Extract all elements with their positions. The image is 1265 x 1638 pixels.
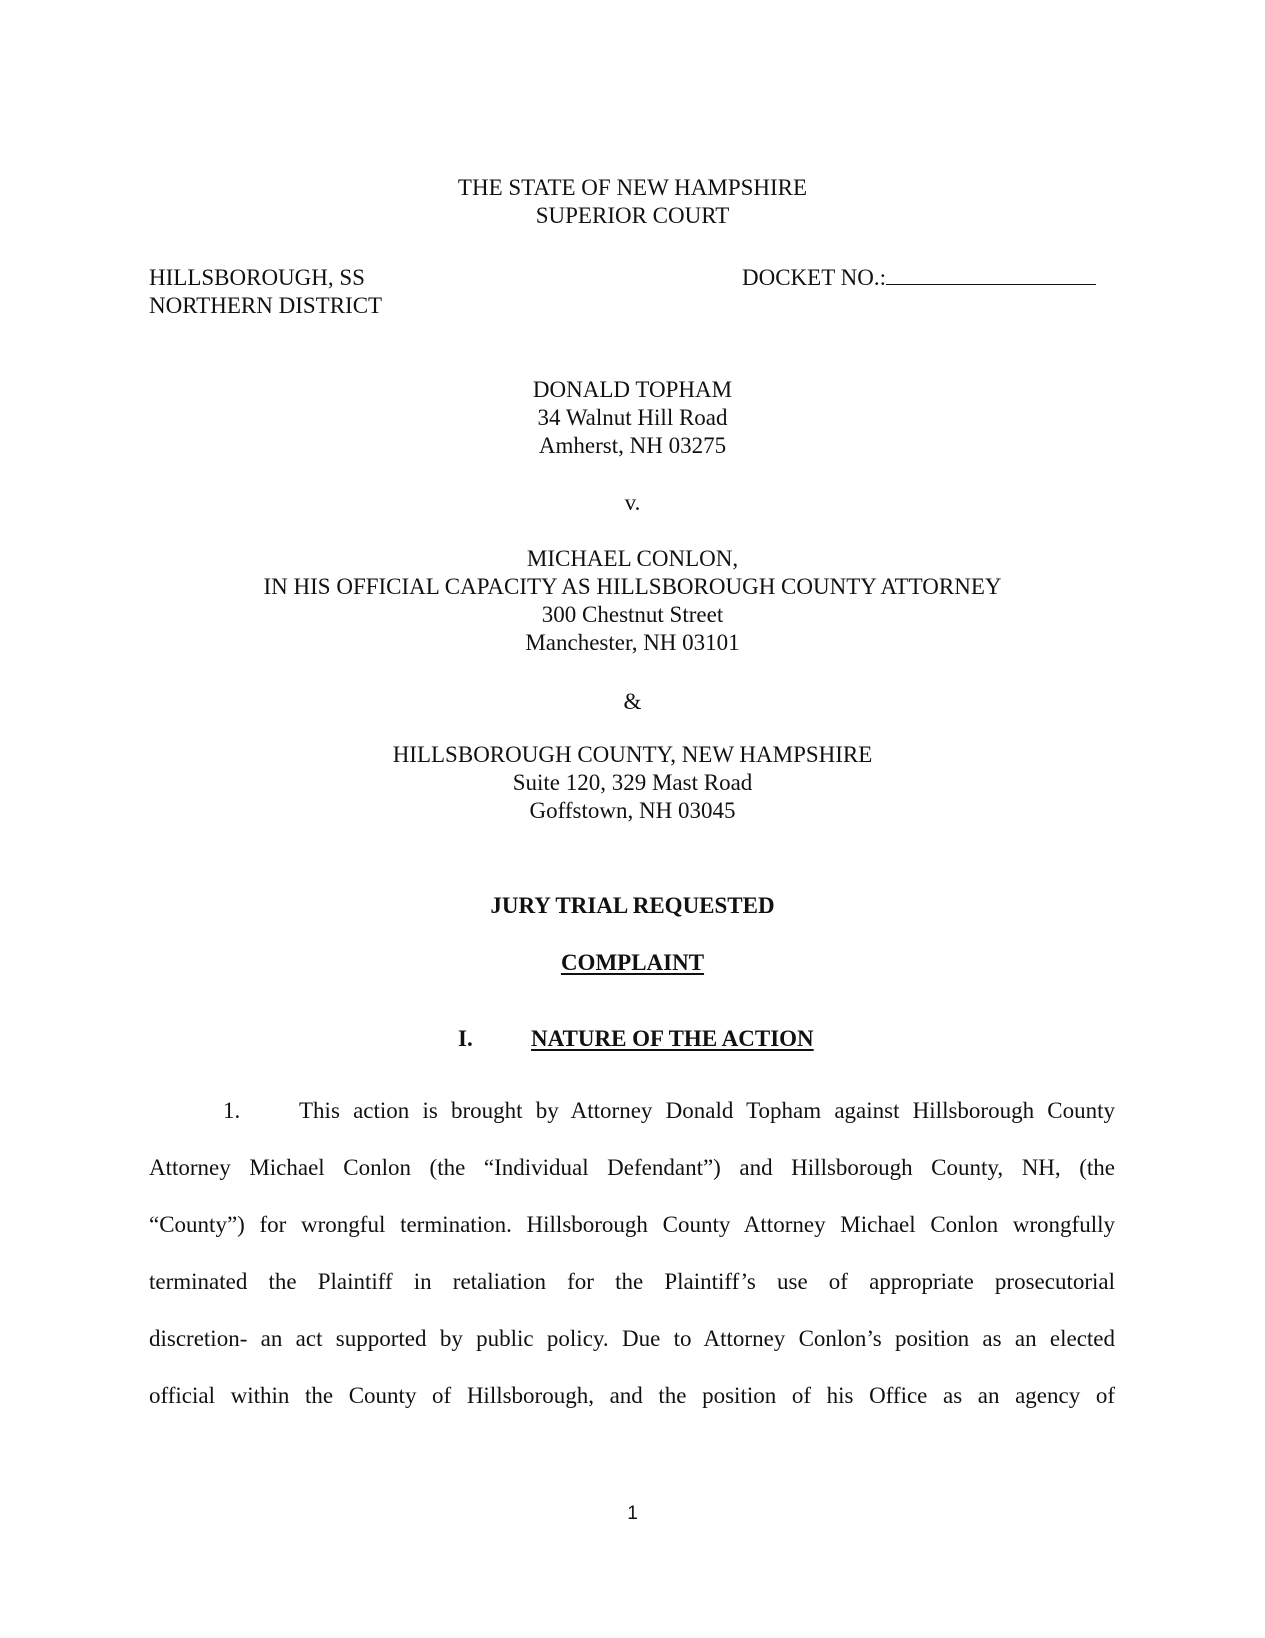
paragraph-line: official within the County of Hillsborough, and the position of his Office as an agency of: [149, 1383, 1115, 1408]
defendant2-address-line1: Suite 120, 329 Mast Road: [512, 770, 753, 795]
defendant2-address-line2: Goffstown, NH 03045: [529, 798, 736, 823]
docket-label: DOCKET NO.:: [742, 265, 886, 290]
paragraph-line: discretion- an act supported by public policy. Due to Attorney Conlon’s position as an elected: [149, 1326, 1115, 1351]
page-number: 1: [627, 1503, 638, 1524]
county-label: HILLSBOROUGH, SS: [149, 265, 365, 290]
paragraph-line: “County”) for wrongful termination. Hillsborough County Attorney Michael Conlon wrongfully: [149, 1212, 1115, 1237]
court-caption: [0, 174, 1265, 230]
paragraph-first-line: [149, 1082, 1115, 1139]
plaintiff-name: DONALD TOPHAM: [532, 377, 733, 402]
ampersand-label: &: [623, 689, 642, 714]
venue-block: [149, 264, 382, 320]
paragraph-1: [149, 1082, 1115, 1424]
state-heading: THE STATE OF NEW HAMPSHIRE: [457, 175, 808, 200]
complaint-title-wrap: [0, 949, 1265, 977]
paragraph-line: terminated the Plaintiff in retaliation for the Plaintiff’s use of appropriate prosecutorial: [149, 1269, 1115, 1294]
plaintiff-address-line1: 34 Walnut Hill Road: [537, 405, 728, 430]
defendant1-address-line1: 300 Chestnut Street: [541, 602, 724, 627]
court-heading: SUPERIOR COURT: [535, 203, 730, 228]
plaintiff-address-line2: Amherst, NH 03275: [538, 433, 727, 458]
section-number: I.: [458, 1026, 473, 1051]
defendant1-capacity: IN HIS OFFICIAL CAPACITY AS HILLSBOROUGH COUNTY ATTORNEY: [263, 574, 1002, 599]
paragraph-number: 1.: [223, 1098, 241, 1123]
defendant1-block: [0, 545, 1265, 657]
docket-blank-line: [886, 264, 1096, 285]
plaintiff-block: [0, 376, 1265, 460]
defendant2-block: [0, 741, 1265, 825]
docket-number: [742, 264, 1096, 292]
district-label: NORTHERN DISTRICT: [149, 293, 383, 318]
defendant1-address-line2: Manchester, NH 03101: [525, 630, 740, 655]
section-title: NATURE OF THE ACTION: [531, 1026, 814, 1051]
paragraph-line: Attorney Michael Conlon (the “Individual Defendant”) and Hillsborough County, NH, (the: [149, 1155, 1115, 1180]
jury-trial-heading: JURY TRIAL REQUESTED: [490, 893, 775, 918]
versus-label: v.: [624, 490, 641, 515]
complaint-title: COMPLAINT: [560, 950, 705, 975]
defendant1-name: MICHAEL CONLON,: [526, 546, 739, 571]
paragraph-line: This action is brought by Attorney Donald Topham against Hillsborough County: [299, 1098, 1115, 1123]
defendant2-name: HILLSBOROUGH COUNTY, NEW HAMPSHIRE: [392, 742, 873, 767]
